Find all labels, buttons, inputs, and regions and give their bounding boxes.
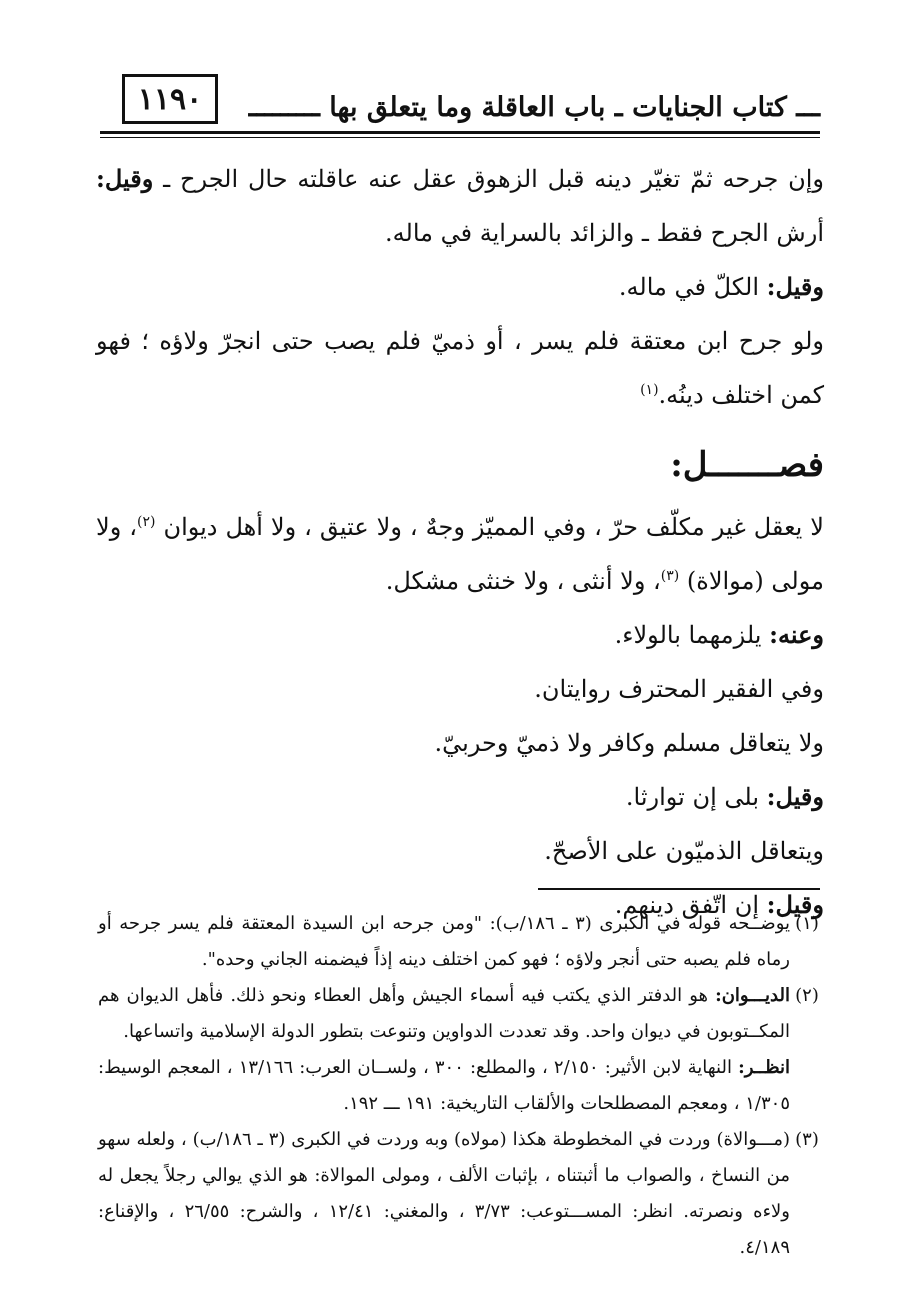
paragraph-text: ويتعاقل الذميّون على الأصحّ. bbox=[544, 837, 824, 865]
paragraph-text: إن اتّفق دينهم. bbox=[614, 891, 767, 919]
footnote-keyword: انظــر: bbox=[738, 1057, 790, 1078]
footnote-text bbox=[98, 1122, 790, 1266]
footnote-text bbox=[98, 906, 790, 978]
main-text bbox=[96, 152, 824, 932]
paragraph bbox=[96, 770, 824, 824]
paragraph-text: ولو جرح ابن معتقة فلم يسر ، أو ذميّ فلم يصب حتى انجرّ ولاؤه ؛ فهو كمن اختلف دينُه. bbox=[96, 327, 824, 409]
footnote-number: (٣) bbox=[795, 1129, 819, 1150]
header-rule-thin bbox=[100, 137, 820, 138]
paragraph-text: الكلّ في ماله. bbox=[618, 273, 767, 301]
paragraph bbox=[96, 152, 824, 260]
footnote-text bbox=[98, 978, 790, 1122]
keyword: وعنه: bbox=[769, 620, 824, 649]
paragraph-text: لا يعقل غير مكلّف حرّ ، وفي المميّز وجهٌ ، ولا عتيق ، ولا أهل ديوان bbox=[155, 513, 824, 541]
paragraph-text: وإن جرحه ثمّ تغيّر دينه قبل الزهوق عقل عنه عاقلته حال الجرح ـ bbox=[153, 165, 824, 193]
paragraph bbox=[96, 716, 824, 770]
footnote-keyword: الديـــوان: bbox=[715, 985, 790, 1006]
footnote-body: النهاية لابن الأثير: ٢/١٥٠ ، والمطلع: ٣٠٠ ، ولســان العرب: ١٣/١٦٦ ، المعجم الوسيط: ١/٣٠٥ ، ومعجم المصطلحات والألقاب التاريخية: ١٩١ ـــ ١٩٢. bbox=[98, 1057, 790, 1114]
footnote-body: هو الدفتر الذي يكتب فيه أسماء الجيش وأهل العطاء ونحو ذلك. فأهل الديوان هم المكــتوبون في ديوان واحد. وقد تعددت الدواوين وتنوعت بتطور الدولة الإسلامية واتساعها. bbox=[98, 985, 790, 1042]
paragraph bbox=[96, 608, 824, 662]
footnote bbox=[98, 906, 824, 978]
footnote-ref: (٣) bbox=[660, 568, 680, 584]
paragraph bbox=[96, 662, 824, 716]
footnote bbox=[98, 978, 824, 1122]
footnote bbox=[98, 1122, 824, 1266]
section-heading: فصـــــــل: bbox=[670, 445, 824, 485]
paragraph-text: ، ولا أنثى ، ولا خنثى مشكل. bbox=[385, 567, 661, 595]
footnote-ref: (١) bbox=[640, 382, 659, 398]
keyword: وقيل: bbox=[766, 890, 824, 919]
footnotes bbox=[98, 906, 824, 1266]
paragraph bbox=[96, 500, 824, 608]
keyword: وقيل: bbox=[766, 272, 824, 301]
paragraph bbox=[96, 314, 824, 422]
paragraph bbox=[96, 824, 824, 878]
paragraph-text: ولا يتعاقل مسلم وكافر ولا ذميّ وحربيّ. bbox=[434, 729, 824, 757]
keyword: وقيل: bbox=[766, 782, 824, 811]
footnote-body: (مـــوالاة) وردت في المخطوطة هكذا (مولاه) وبه وردت في الكبرى (٣ ـ ١٨٦/ب) ، ولعله سهو من النساخ ، والصواب ما أثبتناه ، بإثبات الألف ، ومولى الموالاة: هو الذي يوالي رجلاً يجعل له ولاءه ونصرته. انظر: المســـتوعب: ٣/٧٣ ، والمغني: ١٢/٤١ ، والشرح: ٢٦/٥٥ ، والإقناع: ٤/١٨٩. bbox=[98, 1129, 791, 1258]
footnote-body: يوضــحه قوله في الكبرى (٣ ـ ١٨٦/ب): "ومن جرحه ابن السيدة المعتقة فلم يسر جرحه أو رماه فلم يصبه حتى أنجر ولاؤه ؛ فهو كمن اختلف دينه إذاً فيضمنه الجاني وحده". bbox=[98, 913, 790, 970]
running-head: ـــ كتاب الجنايات ـ باب العاقلة وما يتعلق بها ـــــــــ bbox=[248, 92, 820, 123]
footnote-number: (٢) bbox=[795, 985, 819, 1006]
paragraph-text: بلى إن توارثا. bbox=[625, 783, 767, 811]
paragraph-text: ، ولا مولى (موالاة) bbox=[96, 513, 824, 595]
header-rule-thick bbox=[100, 131, 820, 134]
footnote-separator bbox=[538, 888, 820, 890]
paragraph-text: يلزمهما بالولاء. bbox=[614, 621, 770, 649]
paragraph-text: وفي الفقير المحترف روايتان. bbox=[534, 675, 824, 703]
footnote-ref: (٢) bbox=[137, 514, 156, 530]
paragraph bbox=[96, 260, 824, 314]
paragraph-text: أرش الجرح فقط ـ والزائد بالسراية في ماله. bbox=[385, 219, 824, 247]
keyword: وقيل: bbox=[96, 164, 154, 193]
footnote-number: (١) bbox=[795, 913, 819, 934]
page-number: ١١٩٠ bbox=[122, 74, 218, 124]
